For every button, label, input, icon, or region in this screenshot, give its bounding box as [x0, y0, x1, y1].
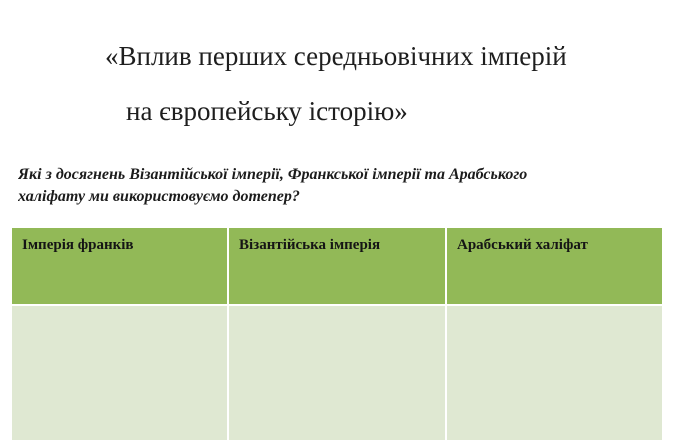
- table-cell-franks[interactable]: [11, 305, 228, 441]
- header-label-caliphate: Арабський халіфат: [457, 237, 588, 253]
- header-label-franks: Імперія франків: [22, 237, 134, 253]
- table-cell-byzantine[interactable]: [228, 305, 446, 441]
- header-cell-caliphate: [446, 227, 663, 305]
- table-cell-caliphate[interactable]: [446, 305, 663, 441]
- header-cell-franks: [11, 227, 228, 305]
- table-header-row: [11, 227, 663, 305]
- header-label-byzantine: Візантійська імперія: [239, 237, 381, 253]
- page-title-line-2: на європейську історію»: [126, 96, 408, 126]
- header-cell-byzantine: [228, 227, 446, 305]
- empires-table: [10, 226, 664, 442]
- table-row: [11, 305, 663, 441]
- page-title-line-1: «Вплив перших середньовічних імперій: [105, 41, 567, 71]
- question-line-2: халіфату ми використовуємо дотепер?: [18, 188, 300, 205]
- question-line-1: Які з досягнень Візантійської імперії, Франкської імперії та Арабського: [18, 166, 528, 183]
- question-text: [18, 164, 694, 208]
